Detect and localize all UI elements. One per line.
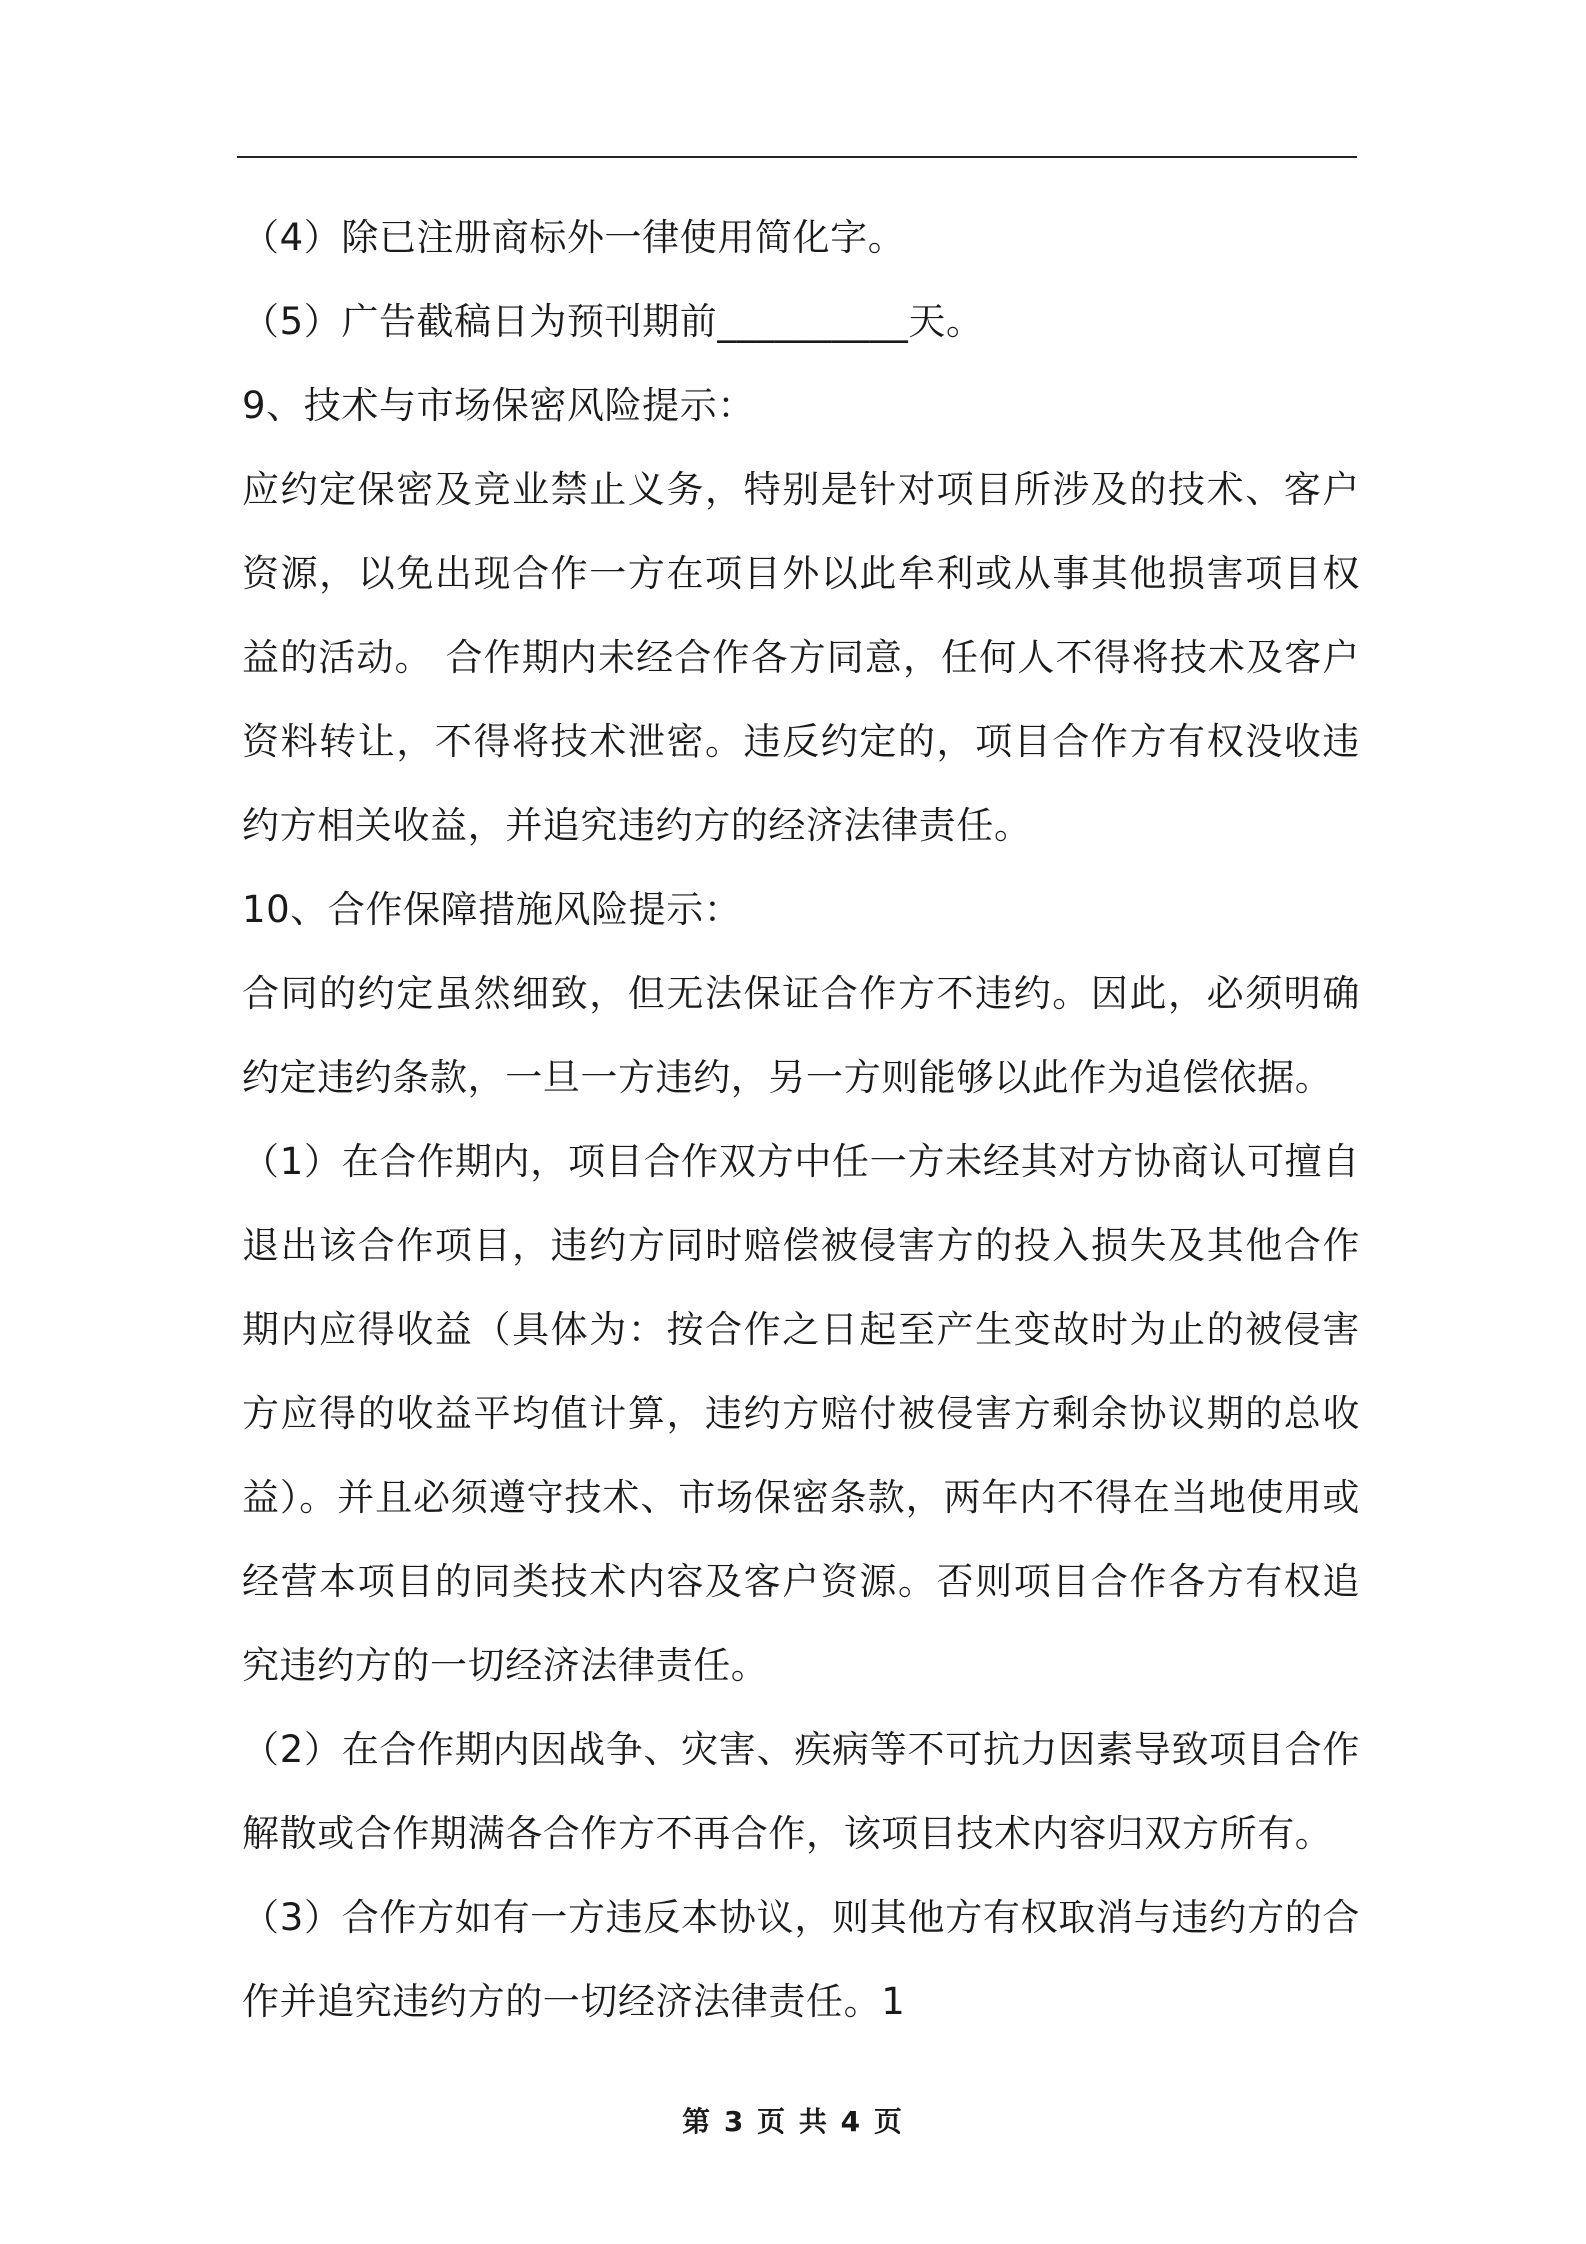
section-10-item-1: （1）在合作期内，项目合作双方中任一方未经其对方协商认可擅自退出该合作项目，违约方同时赔偿被侵害方的投入损失及其他合作期内应得收益（具体为：按合作之日起至产生变故时为止的被侵害方应得的收益平均值计算，违约方赔付被侵害方剩余协议期的总收益）。并且必须遵守技术、市场保密条款，两年内不得在当地使用或经营本项目的同类技术内容及客户资源。否则项目合作各方有权追究违约方的一切经济法律责任。 — [242, 1140, 1360, 1687]
list-item-5: （5）广告截稿日为预刊期前__________天。 — [242, 300, 984, 343]
page-footer: 第 3 页 共 4 页 — [682, 2105, 904, 2138]
list-item-4: （4）除已注册商标外一律使用简化字。 — [242, 216, 906, 259]
section-heading-10: 10、合作保障措施风险提示： — [242, 888, 742, 931]
section-10-item-3: （3）合作方如有一方违反本协议，则其他方有权取消与违约方的合作并追究违约方的一切经济法律责任。1 — [242, 1896, 1360, 2023]
section-10-intro: 合同的约定虽然细致，但无法保证合作方不违约。因此，必须明确约定违约条款，一旦一方违约，另一方则能够以此作为追偿依据。 — [242, 972, 1360, 1099]
section-heading-9: 9、技术与市场保密风险提示： — [242, 384, 755, 427]
header-rule — [237, 156, 1357, 158]
section-10-item-2: （2）在合作期内因战争、灾害、疾病等不可抗力因素导致项目合作解散或合作期满各合作方不再合作，该项目技术内容归双方所有。 — [242, 1728, 1360, 1855]
document-body — [242, 196, 1360, 2044]
section-9-body: 应约定保密及竞业禁止义务，特别是针对项目所涉及的技术、客户资源，以免出现合作一方在项目外以此牟利或从事其他损害项目权益的活动。 合作期内未经合作各方同意，任何人不得将技术及客户资料转让，不得将技术泄密。违反约定的，项目合作方有权没收违约方相关收益，并追究违约方的经济法律责任。 — [242, 468, 1360, 847]
